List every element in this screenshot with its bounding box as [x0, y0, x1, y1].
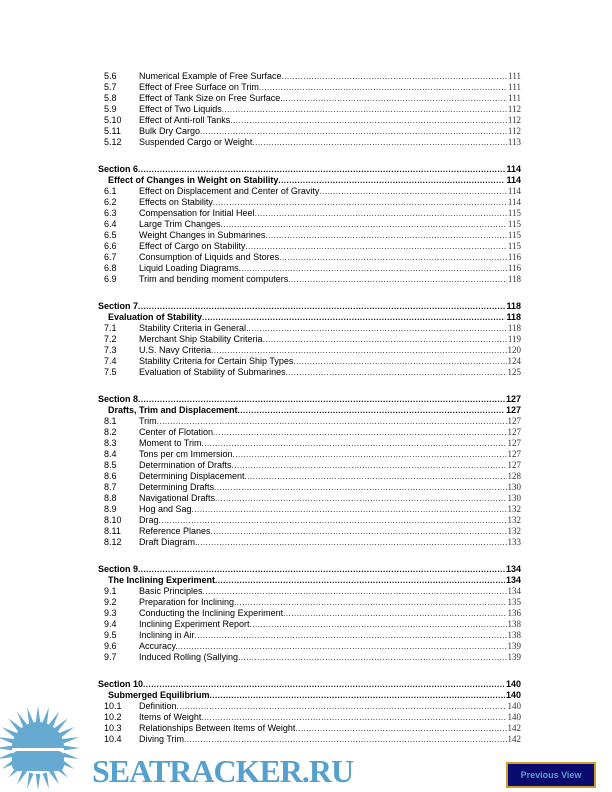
entry-number: 8.11	[104, 526, 121, 536]
entry-number: 8.4	[104, 449, 117, 459]
entry-number: 8.7	[104, 482, 117, 492]
entry-title: Consumption of Liquids and Stores	[139, 252, 280, 262]
dot-leader	[213, 427, 506, 438]
page-number: 115	[507, 241, 521, 251]
entry-number: 9.6	[104, 641, 117, 651]
entry-title: Effect of Free Surface on Trim	[139, 82, 259, 92]
section-heading[interactable]	[98, 564, 521, 575]
dot-leader	[143, 679, 505, 690]
page-number: 127	[507, 449, 521, 459]
entry-number: 7.2	[104, 334, 117, 344]
toc-entry[interactable]	[98, 597, 521, 608]
dot-leader	[215, 575, 505, 586]
dot-leader	[211, 345, 506, 356]
entry-number: 9.5	[104, 630, 117, 640]
page-number: 130	[507, 482, 521, 492]
page-number: 134	[505, 564, 521, 574]
entry-title: Effect on Displacement and Center of Gravity	[139, 186, 320, 196]
entry-title: Trim	[139, 416, 157, 426]
dot-leader	[278, 175, 505, 186]
entry-title: Diving Trim	[139, 734, 185, 744]
entry-number: 10.4	[104, 734, 122, 744]
toc-entry[interactable]	[98, 734, 521, 745]
entry-number: 8.1	[104, 416, 117, 426]
entry-title: Navigational Drafts	[139, 493, 216, 503]
page-number: 127	[507, 427, 521, 437]
page-number: 111	[508, 71, 521, 81]
page-number: 138	[507, 630, 521, 640]
toc-entry[interactable]	[98, 137, 521, 148]
toc-entry[interactable]	[98, 263, 521, 274]
entry-number: 5.12	[104, 137, 122, 147]
toc-entry[interactable]	[98, 252, 521, 263]
entry-number: 10.2	[104, 712, 122, 722]
page-number: 140	[505, 690, 521, 700]
entry-title: U.S. Navy Criteria	[139, 345, 212, 355]
entry-title: Effect of Two Liquids	[139, 104, 222, 114]
page-number: 114	[506, 164, 521, 174]
entry-number: 10.3	[104, 723, 122, 733]
section-heading[interactable]	[98, 394, 521, 405]
toc-entry[interactable]	[98, 652, 521, 663]
page-number: 128	[507, 471, 521, 481]
entry-number: 9.1	[104, 586, 117, 596]
entry-number: 7.4	[104, 356, 117, 366]
entry-title: Tons per cm Immersion	[139, 449, 233, 459]
dot-leader	[178, 641, 507, 652]
entry-number: 10.1	[104, 701, 122, 711]
dot-leader	[210, 690, 505, 701]
entry-title: Reference Planes	[139, 526, 211, 536]
page-number: 115	[507, 230, 521, 240]
entry-title: Merchant Ship Stability Criteria	[139, 334, 263, 344]
toc-entry[interactable]	[98, 416, 521, 427]
dot-leader	[202, 312, 505, 323]
entry-title: The Inclining Experiment	[108, 575, 216, 585]
entry-title: Drafts, Trim and Displacement	[108, 405, 238, 415]
toc-entry[interactable]	[98, 449, 521, 460]
page-number: 119	[507, 334, 521, 344]
toc-entry[interactable]	[98, 493, 521, 504]
dot-leader	[214, 482, 506, 493]
page-number: 120	[507, 345, 521, 355]
section-title[interactable]	[98, 312, 521, 323]
entry-title: Basic Principles	[139, 586, 203, 596]
dot-leader	[238, 652, 506, 663]
toc-entry[interactable]	[98, 471, 521, 482]
dot-leader	[159, 515, 507, 526]
entry-title: Stability Criteria for Certain Ship Types	[139, 356, 294, 366]
dot-leader	[177, 701, 507, 712]
toc-entry[interactable]	[98, 334, 521, 345]
toc-entry[interactable]	[98, 356, 521, 367]
page-number: 115	[507, 208, 521, 218]
entry-title: Determination of Drafts	[139, 460, 232, 470]
entry-number: 8.3	[104, 438, 117, 448]
dot-leader	[202, 438, 507, 449]
section-title[interactable]	[98, 575, 521, 586]
dot-leader	[138, 564, 505, 575]
entry-number: 6.9	[104, 274, 117, 284]
spacer	[98, 148, 521, 164]
entry-title: Evaluation of Stability of Submarines	[139, 367, 286, 377]
page-number: 127	[507, 438, 521, 448]
dot-leader	[255, 208, 507, 219]
dot-leader	[265, 230, 506, 241]
entry-title: Effect of Anti-roll Tanks	[139, 115, 231, 125]
entry-number: 7.5	[104, 367, 117, 377]
page-number: 113	[507, 137, 521, 147]
page-number: 135	[507, 597, 521, 607]
entry-title: Effects on Stability	[139, 197, 213, 207]
entry-number: 9.7	[104, 652, 117, 662]
dot-leader	[295, 723, 506, 734]
dot-leader	[239, 263, 507, 274]
toc-entry[interactable]	[98, 586, 521, 597]
toc-entry[interactable]	[98, 274, 521, 285]
page-number: 136	[507, 608, 521, 618]
previous-view-button[interactable]: Previous View	[506, 762, 596, 788]
entry-number: 5.6	[104, 71, 117, 81]
dot-leader	[319, 186, 506, 197]
toc-entry[interactable]	[98, 71, 521, 82]
page-number: 114	[506, 175, 521, 185]
dot-leader	[157, 416, 507, 427]
dot-leader	[222, 104, 507, 115]
toc-entry[interactable]	[98, 537, 521, 548]
section-heading[interactable]	[98, 679, 521, 690]
section-title[interactable]	[98, 690, 521, 701]
dot-leader	[259, 82, 507, 93]
toc-entry[interactable]	[98, 93, 521, 104]
entry-number: 5.10	[104, 115, 122, 125]
entry-title: Liquid Loading Diagrams	[139, 263, 239, 273]
entry-title: Inclining in Air	[139, 630, 195, 640]
entry-number: 6.7	[104, 252, 117, 262]
dot-leader	[200, 126, 507, 137]
page-number: 142	[507, 734, 521, 744]
toc-entry[interactable]	[98, 427, 521, 438]
entry-number: 5.9	[104, 104, 117, 114]
page-number: 116	[507, 263, 521, 273]
toc-entry[interactable]	[98, 619, 521, 630]
dot-leader	[245, 241, 506, 252]
entry-number: 8.5	[104, 460, 117, 470]
toc-entry[interactable]	[98, 701, 521, 712]
entry-title: Effect of Tank Size on Free Surface.	[139, 93, 283, 103]
entry-title: Trim and bending moment computers	[139, 274, 289, 284]
dot-leader	[286, 367, 507, 378]
page-number: 134	[505, 575, 521, 585]
toc-entry[interactable]	[98, 197, 521, 208]
toc-entry[interactable]	[98, 515, 521, 526]
entry-title: Section 6	[98, 164, 139, 174]
entry-number: 5.8	[104, 93, 117, 103]
entry-title: Inclining Experiment Report	[139, 619, 250, 629]
dot-leader	[293, 356, 506, 367]
entry-title: Section 7	[98, 301, 139, 311]
page-number: 140	[507, 701, 521, 711]
entry-title: Compensation for Initial Heel	[139, 208, 255, 218]
entry-number: 8.8	[104, 493, 117, 503]
toc-entry[interactable]	[98, 230, 521, 241]
dot-leader	[283, 93, 507, 104]
entry-number: 6.5	[104, 230, 117, 240]
toc-entry[interactable]	[98, 712, 521, 723]
entry-title: Items of Weight	[139, 712, 202, 722]
page-number: 134	[507, 586, 521, 596]
page-number: 130	[507, 493, 521, 503]
entry-title: Moment to Trim	[139, 438, 202, 448]
entry-number: 5.7	[104, 82, 117, 92]
section-heading[interactable]	[98, 301, 521, 312]
entry-title: Conducting the Inclining Experiment	[139, 608, 284, 618]
entry-number: 6.1	[104, 186, 117, 196]
entry-title: Induced Rolling (Sallying	[139, 652, 239, 662]
page-number: 140	[507, 712, 521, 722]
entry-title: Evaluation of Stability	[108, 312, 203, 322]
entry-title: Drag	[139, 515, 159, 525]
entry-title: Weight Changes in Submarines	[139, 230, 266, 240]
entry-title: Effect of Changes in Weight on Stability	[108, 175, 279, 185]
entry-number: 7.1	[104, 323, 117, 333]
entry-title: Suspended Cargo or Weight	[139, 137, 253, 147]
dot-leader	[211, 526, 507, 537]
page-number: 112	[507, 115, 521, 125]
dot-leader	[252, 137, 506, 148]
dot-leader	[201, 712, 506, 723]
page-number: 140	[505, 679, 521, 689]
page-number: 139	[507, 641, 521, 651]
page-number: 115	[507, 219, 521, 229]
entry-title: Section 10	[98, 679, 144, 689]
entry-number: 9.4	[104, 619, 117, 629]
entry-title: Stability Criteria in General.	[139, 323, 249, 333]
dot-leader	[203, 586, 507, 597]
entry-number: 8.2	[104, 427, 117, 437]
entry-number: 9.3	[104, 608, 117, 618]
dot-leader	[184, 734, 506, 745]
page-number: 124	[507, 356, 521, 366]
dot-leader	[282, 71, 508, 82]
table-of-contents	[98, 71, 521, 745]
entry-title: Submerged Equilibrium	[108, 690, 210, 700]
entry-number: 7.3	[104, 345, 117, 355]
section-heading[interactable]	[98, 164, 521, 175]
dot-leader	[238, 405, 505, 416]
page-number: 111	[508, 82, 521, 92]
toc-entry[interactable]	[98, 323, 521, 334]
spacer	[98, 285, 521, 301]
toc-entry[interactable]	[98, 186, 521, 197]
toc-entry[interactable]	[98, 641, 521, 652]
entry-number: 6.3	[104, 208, 117, 218]
toc-entry[interactable]	[98, 526, 521, 537]
toc-entry[interactable]	[98, 608, 521, 619]
spacer	[98, 548, 521, 564]
page-number: 138	[507, 619, 521, 629]
entry-number: 6.6	[104, 241, 117, 251]
toc-entry[interactable]	[98, 367, 521, 378]
page-number: 118	[507, 323, 521, 333]
dot-leader	[263, 334, 507, 345]
dot-leader	[192, 504, 507, 515]
page-number: 127	[505, 405, 521, 415]
watermark-text: SEATRACKER.RU	[92, 753, 354, 789]
toc-entry[interactable]	[98, 104, 521, 115]
dot-leader	[233, 449, 507, 460]
spacer	[98, 378, 521, 394]
entry-number: 6.8	[104, 263, 117, 273]
page-number: 142	[507, 723, 521, 733]
entry-title: Center of Flotation	[139, 427, 214, 437]
section-title[interactable]	[98, 405, 521, 416]
entry-title: Relationships Between Items of Weight	[139, 723, 296, 733]
dot-leader	[198, 537, 507, 548]
toc-entry[interactable]	[98, 723, 521, 734]
dot-leader	[195, 630, 507, 641]
page-number: 118	[506, 301, 521, 311]
entry-title: Accuracy.	[139, 641, 178, 651]
dot-leader	[138, 164, 505, 175]
page-number: 112	[507, 104, 521, 114]
entry-number: 8.10	[104, 515, 122, 525]
page-number: 114	[507, 197, 521, 207]
page-number: 114	[507, 186, 521, 196]
entry-number: 5.11	[104, 126, 121, 136]
toc-entry[interactable]	[98, 208, 521, 219]
dot-leader	[288, 274, 507, 285]
dot-leader	[215, 493, 506, 504]
page-number: 127	[505, 394, 521, 404]
spacer	[98, 663, 521, 679]
entry-number: 9.2	[104, 597, 117, 607]
dot-leader	[250, 619, 507, 630]
entry-title: Section 9	[98, 564, 139, 574]
page-number: 133	[507, 537, 521, 547]
toc-entry[interactable]	[98, 504, 521, 515]
dot-leader	[221, 219, 507, 230]
page-number: 132	[507, 504, 521, 514]
page-number: 132	[507, 526, 521, 536]
entry-title: Determining Displacement	[139, 471, 245, 481]
entry-title: Determining Drafts	[139, 482, 215, 492]
toc-entry[interactable]	[98, 438, 521, 449]
entry-number: 8.9	[104, 504, 117, 514]
toc-entry[interactable]	[98, 82, 521, 93]
toc-entry[interactable]	[98, 345, 521, 356]
dot-leader	[279, 252, 507, 263]
dot-leader	[138, 394, 505, 405]
toc-entry[interactable]	[98, 482, 521, 493]
toc-entry[interactable]	[98, 630, 521, 641]
page-number: 127	[507, 416, 521, 426]
entry-number: 6.4	[104, 219, 117, 229]
page-number: 127	[507, 460, 521, 470]
entry-title: Hog and Sag	[139, 504, 192, 514]
toc-entry[interactable]	[98, 241, 521, 252]
page-number: 139	[507, 652, 521, 662]
entry-title: Numerical Example of Free Surface	[139, 71, 282, 81]
dot-leader	[249, 323, 507, 334]
toc-entry[interactable]	[98, 219, 521, 230]
toc-entry[interactable]	[98, 460, 521, 471]
dot-leader	[230, 115, 507, 126]
page-number: 118	[507, 274, 521, 284]
page-number: 112	[507, 126, 521, 136]
section-title[interactable]	[98, 175, 521, 186]
entry-number: 6.2	[104, 197, 117, 207]
dot-leader	[245, 471, 507, 482]
entry-title: Section 8	[98, 394, 139, 404]
toc-entry[interactable]	[98, 126, 521, 137]
entry-title: Draft Diagram.	[139, 537, 198, 547]
entry-number: 8.6	[104, 471, 117, 481]
entry-title: Definition	[139, 701, 177, 711]
dot-leader	[234, 597, 506, 608]
dot-leader	[213, 197, 507, 208]
dot-leader	[138, 301, 505, 312]
page-number: 111	[508, 93, 521, 103]
dot-leader	[232, 460, 507, 471]
page-number: 125	[507, 367, 521, 377]
page-number: 116	[507, 252, 521, 262]
entry-title: Preparation for Inclining	[139, 597, 235, 607]
entry-number: 8.12	[104, 537, 122, 547]
page-number: 118	[506, 312, 521, 322]
toc-entry[interactable]	[98, 115, 521, 126]
entry-title: Effect of Cargo on Stability	[139, 241, 246, 251]
entry-title: Large Trim Changes	[139, 219, 221, 229]
dot-leader	[283, 608, 506, 619]
entry-title: Bulk Dry Cargo	[139, 126, 201, 136]
page-number: 132	[507, 515, 521, 525]
